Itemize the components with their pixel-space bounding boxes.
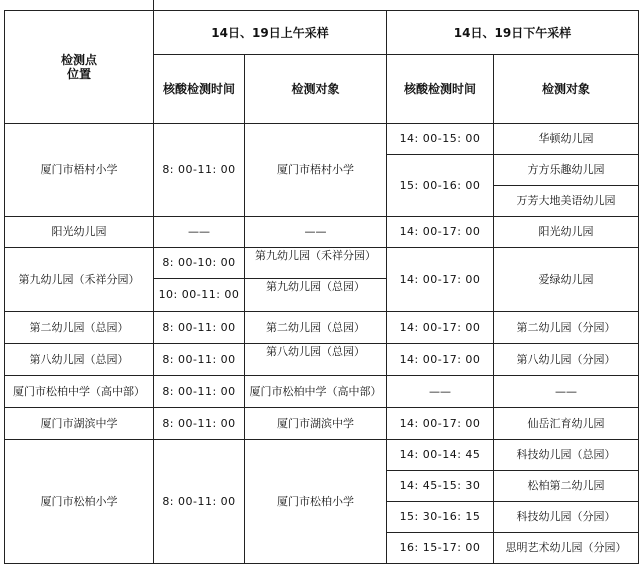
row3-am-target-1: 第九幼儿园（禾祥分园） xyxy=(245,248,387,279)
row8-location: 厦门市松柏小学 xyxy=(5,440,154,564)
row6-am-time: 8: 00-11: 00 xyxy=(154,376,245,408)
row7-location: 厦门市湖滨中学 xyxy=(5,408,154,440)
row8-pm-target-1: 科技幼儿园（总园） xyxy=(494,440,639,471)
row8-pm-time-2: 14: 45-15: 30 xyxy=(387,471,494,502)
row6-pm-target: —— xyxy=(494,376,639,408)
row8-am-target: 厦门市松柏小学 xyxy=(245,440,387,564)
row8-pm-target-2: 松柏第二幼儿园 xyxy=(494,471,639,502)
row7-am-time: 8: 00-11: 00 xyxy=(154,408,245,440)
row3-location: 第九幼儿园（禾祥分园） xyxy=(5,248,154,312)
header-location-label: 检测点 位置 xyxy=(60,53,97,81)
row4-pm-time: 14: 00-17: 00 xyxy=(387,312,494,344)
row5-location: 第八幼儿园（总园） xyxy=(5,344,154,376)
header-am-time: 核酸检测时间 xyxy=(154,55,245,124)
row7-am-target: 厦门市湖滨中学 xyxy=(245,408,387,440)
row5-am-time: 8: 00-11: 00 xyxy=(154,344,245,376)
row2-am-target: —— xyxy=(245,217,387,248)
header-pm-target: 检测对象 xyxy=(494,55,639,124)
row1-pm-target-3: 万芳大地美语幼儿园 xyxy=(494,186,639,217)
testing-schedule-table xyxy=(4,10,639,564)
row8-pm-target-4: 思明艺术幼儿园（分园） xyxy=(494,533,639,564)
row4-am-target: 第二幼儿园（总园） xyxy=(245,312,387,344)
header-am-group: 14日、19日上午采样 xyxy=(154,11,387,55)
row8-pm-time-3: 15: 30-16: 15 xyxy=(387,502,494,533)
row7-pm-target: 仙岳汇育幼儿园 xyxy=(494,408,639,440)
row3-am-target-2: 第九幼儿园（总园） xyxy=(245,279,387,312)
row3-am-time-2: 10: 00-11: 00 xyxy=(154,279,245,312)
row1-location: 厦门市梧村小学 xyxy=(5,124,154,217)
row3-pm-time: 14: 00-17: 00 xyxy=(387,248,494,312)
row4-location: 第二幼儿园（总园） xyxy=(5,312,154,344)
row1-pm-time-1: 14: 00-15: 00 xyxy=(387,124,494,155)
row6-pm-time: —— xyxy=(387,376,494,408)
top-divider-line xyxy=(153,0,154,10)
row3-am-time-1: 8: 00-10: 00 xyxy=(154,248,245,279)
header-pm-time: 核酸检测时间 xyxy=(387,55,494,124)
header-location xyxy=(5,11,154,124)
row8-pm-time-1: 14: 00-14: 45 xyxy=(387,440,494,471)
row2-pm-time: 14: 00-17: 00 xyxy=(387,217,494,248)
row1-pm-target-1: 华顿幼儿园 xyxy=(494,124,639,155)
row6-location: 厦门市松柏中学（高中部） xyxy=(5,376,154,408)
row8-am-time: 8: 00-11: 00 xyxy=(154,440,245,564)
row2-location: 阳光幼儿园 xyxy=(5,217,154,248)
row2-am-time: —— xyxy=(154,217,245,248)
row7-pm-time: 14: 00-17: 00 xyxy=(387,408,494,440)
row8-pm-target-3: 科技幼儿园（分园） xyxy=(494,502,639,533)
row1-am-target: 厦门市梧村小学 xyxy=(245,124,387,217)
row4-am-time: 8: 00-11: 00 xyxy=(154,312,245,344)
row1-pm-time-2: 15: 00-16: 00 xyxy=(387,155,494,217)
row1-pm-target-2: 方方乐趣幼儿园 xyxy=(494,155,639,186)
row3-pm-target: 爱绿幼儿园 xyxy=(494,248,639,312)
row5-pm-time: 14: 00-17: 00 xyxy=(387,344,494,376)
row4-pm-target: 第二幼儿园（分园） xyxy=(494,312,639,344)
row1-am-time: 8: 00-11: 00 xyxy=(154,124,245,217)
row5-pm-target: 第八幼儿园（分园） xyxy=(494,344,639,376)
header-am-target: 检测对象 xyxy=(245,55,387,124)
row5-am-target: 第八幼儿园（总园） xyxy=(245,344,387,376)
row8-pm-time-4: 16: 15-17: 00 xyxy=(387,533,494,564)
row6-am-target: 厦门市松柏中学（高中部） xyxy=(245,376,387,408)
row2-pm-target: 阳光幼儿园 xyxy=(494,217,639,248)
header-pm-group: 14日、19日下午采样 xyxy=(387,11,639,55)
